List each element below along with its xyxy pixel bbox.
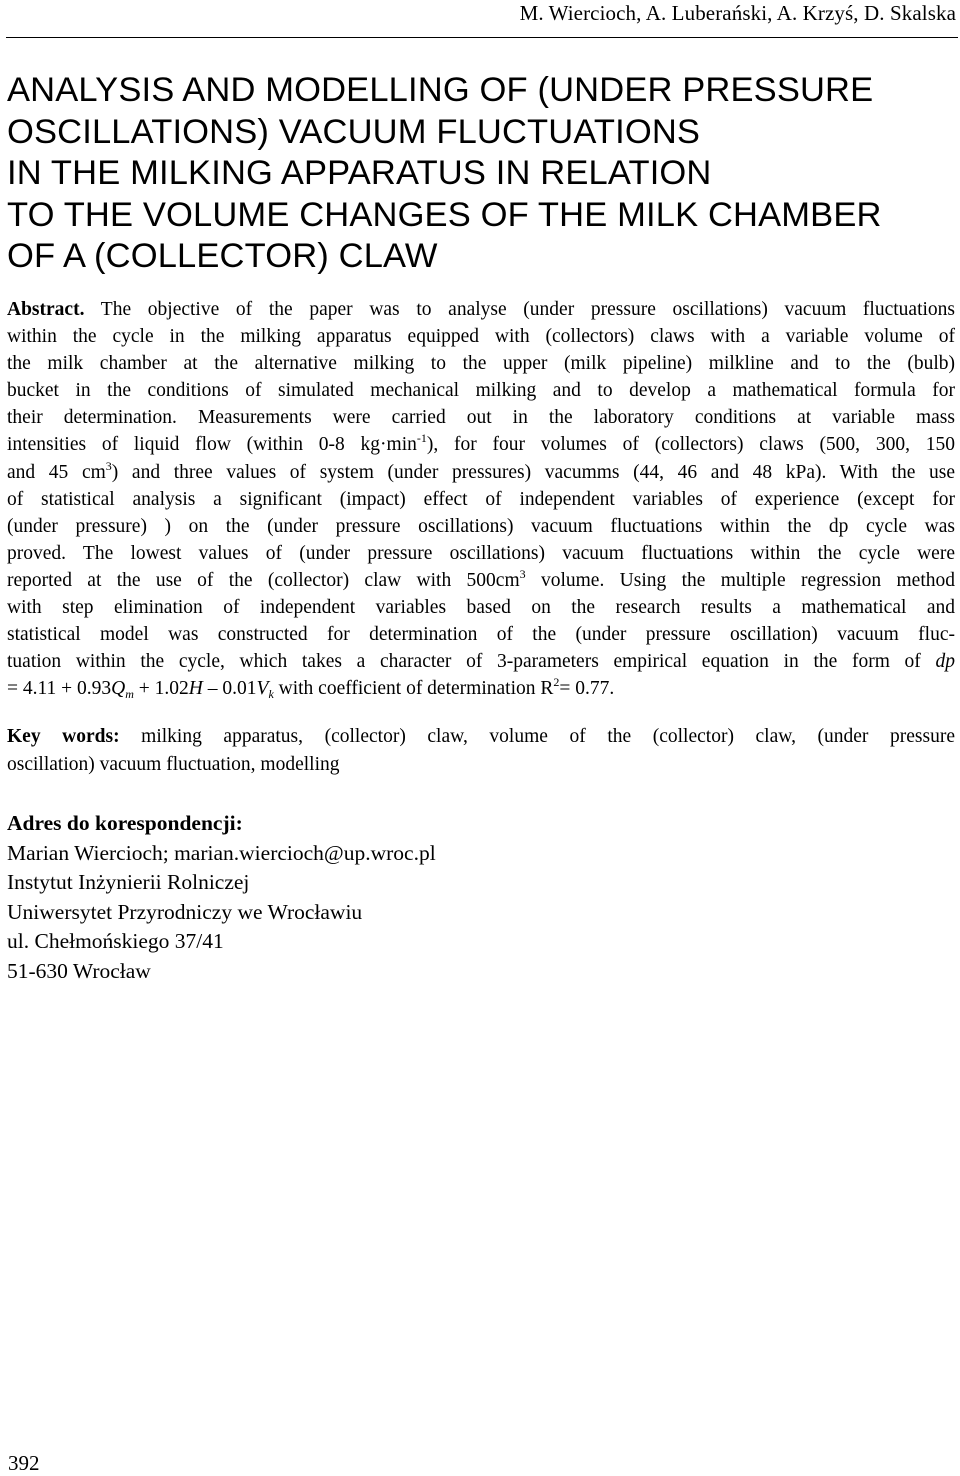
title-line: OF A (COLLECTOR) CLAW — [7, 237, 438, 275]
abstract-line — [7, 296, 955, 323]
address-line: Marian Wiercioch; marian.wiercioch@up.wroc.pl — [7, 840, 436, 865]
equation-text: – 0.01 — [202, 678, 257, 700]
abstract-line: with step elimination of independent variables based on the research results a mathematical and — [7, 597, 955, 619]
page-number: 392 — [8, 1451, 40, 1475]
abstract-text: The objective of the paper was to analyse (under pressure oscillations) vacuum fluctuations — [84, 299, 955, 320]
subscript: m — [125, 687, 134, 702]
abstract-text: ), for four volumes of (collectors) claws (500, 300, 150 — [426, 434, 955, 456]
abstract — [7, 296, 955, 702]
abstract-text: ) and three values of system (under pressures) vacumms (44, 46 and 48 kPa). With the use — [111, 461, 955, 483]
abstract-text: tuation within the cycle, which takes a character of 3-parameters empirical equation in the form of — [7, 651, 936, 673]
superscript: -1 — [416, 431, 427, 446]
abstract-line: bucket in the conditions of simulated mechanical milking and to develop a mathematical formula for — [7, 380, 955, 402]
title-line: TO THE VOLUME CHANGES OF THE MILK CHAMBER — [7, 195, 882, 234]
equation-variable: Q — [111, 678, 126, 700]
abstract-line — [7, 431, 955, 458]
header-rule — [6, 37, 958, 38]
superscript: 2 — [553, 675, 560, 690]
abstract-text: volume. Using the multiple regression method — [525, 569, 955, 591]
address-line: 51-630 Wrocław — [7, 958, 151, 983]
abstract-line: the milk chamber at the alternative milking to the upper (milk pipeline) milkline and to the (bulb) — [7, 353, 955, 375]
abstract-line: (under pressure) ) on the (under pressure oscillations) vacuum fluctuations within the dp cycle was — [7, 515, 955, 537]
equation-text: = 0.77. — [559, 678, 615, 700]
abstract-line: statistical model was constructed for determination of the (under pressure oscillation) vacuum fluc- — [7, 624, 955, 646]
keywords-label: Key words: — [7, 726, 120, 747]
correspondence-address — [7, 809, 907, 986]
abstract-line: of statistical analysis a significant (impact) effect of independent variables of experience (except for — [7, 488, 955, 510]
keywords-line — [7, 723, 955, 751]
equation-text: + 1.02 — [133, 678, 189, 700]
address-line: ul. Chełmońskiego 37/41 — [7, 929, 224, 953]
address-line: Uniwersytet Przyrodniczy we Wrocławiu — [7, 899, 363, 924]
abstract-label: Abstract. — [7, 299, 85, 320]
abstract-line — [7, 567, 955, 594]
equation-text: with coefficient of determination R — [273, 678, 554, 700]
paper-title — [7, 70, 957, 278]
equation-variable: V — [256, 678, 269, 700]
keywords-line: oscillation) vacuum fluctuation, modelling — [7, 754, 340, 775]
abstract-line: within the cycle in the milking apparatus equipped with (collectors) claws with a variable volume of — [7, 326, 955, 348]
address-line: Instytut Inżynierii Rolniczej — [7, 870, 250, 894]
abstract-line — [7, 459, 955, 486]
running-header-authors: M. Wiercioch, A. Luberański, A. Krzyś, D. Skalska — [519, 1, 956, 25]
superscript: 3 — [519, 566, 526, 581]
abstract-text: and 45 cm — [7, 461, 106, 483]
superscript: 3 — [105, 458, 112, 473]
address-heading: Adres do korespondencji: — [7, 811, 243, 835]
title-line: ANALYSIS AND MODELLING OF (UNDER PRESSURE — [7, 71, 874, 109]
keywords-text: milking apparatus, (collector) claw, volume of the (collector) claw, (under pressure — [119, 726, 955, 747]
abstract-text: intensities of liquid flow (within 0-8 kg·min — [7, 434, 417, 456]
title-line: OSCILLATIONS) VACUUM FLUCTUATIONS — [7, 112, 701, 151]
abstract-line: their determination. Measurements were carried out in the laboratory conditions at variable mass — [7, 407, 955, 429]
equation-variable: dp — [935, 651, 955, 673]
abstract-line — [7, 675, 955, 702]
title-line: IN THE MILKING APPARATUS IN RELATION — [7, 154, 712, 192]
abstract-line — [7, 648, 955, 675]
equation-variable: H — [188, 678, 203, 700]
keywords — [7, 723, 955, 779]
subscript: k — [268, 687, 274, 702]
abstract-line: proved. The lowest values of (under pressure oscillations) vacuum fluctuations within the cycle were — [7, 542, 955, 564]
equation-text: = 4.11 + 0.93 — [7, 678, 112, 700]
abstract-text: reported at the use of the (collector) claw with 500cm — [7, 569, 520, 591]
